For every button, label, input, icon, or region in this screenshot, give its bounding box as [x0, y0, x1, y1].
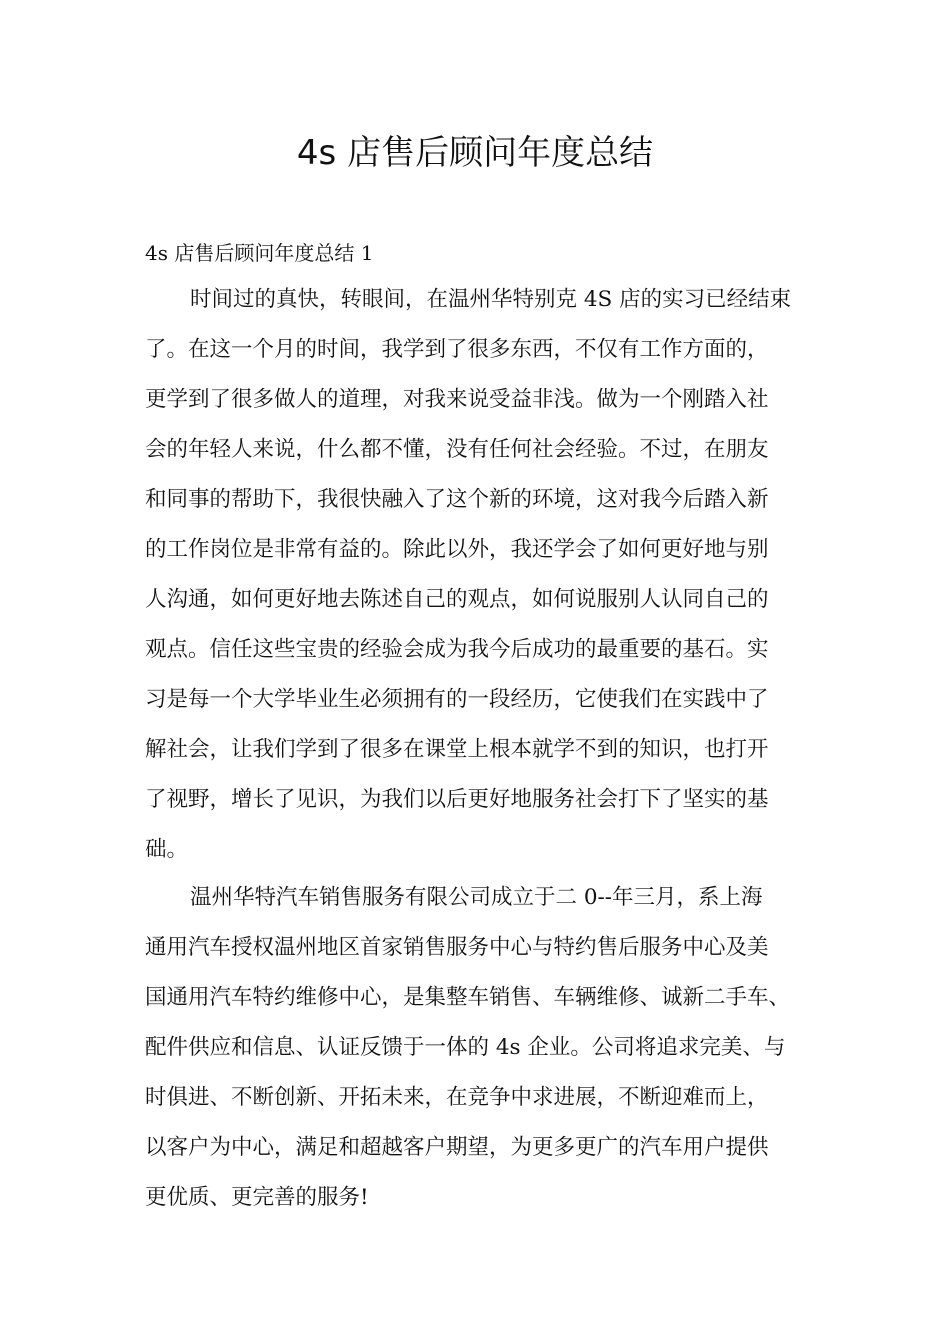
document-title: 4s 店售后顾问年度总结 — [296, 133, 654, 173]
paragraph-line: 配件供应和信息、认证反馈于一体的 4s 企业。公司将追求完美、与 — [145, 1035, 786, 1060]
paragraph-line: 和同事的帮助下，我很快融入了这个新的环境，这对我今后踏入新 — [145, 487, 769, 512]
paragraph-line: 更学到了很多做人的道理，对我来说受益非浅。做为一个刚踏入社 — [145, 387, 769, 412]
paragraph-2 — [145, 873, 810, 1223]
paragraph-line: 础。 — [145, 837, 189, 862]
paragraph-line: 时间过的真快，转眼间，在温州华特别克 4S 店的实习已经结束 — [190, 287, 792, 312]
paragraph-line: 以客户为中心，满足和超越客户期望，为更多更广的汽车用户提供 — [145, 1135, 769, 1160]
paragraph-line: 更优质、更完善的服务! — [145, 1185, 369, 1210]
paragraph-line: 国通用汽车特约维修中心，是集整车销售、车辆维修、诚新二手车、 — [145, 985, 791, 1010]
paragraph-line: 时俱进、不断创新、开拓未来，在竞争中求进展，不断迎难而上， — [145, 1085, 769, 1110]
paragraph-line: 观点。信任这些宝贵的经验会成为我今后成功的最重要的基石。实 — [145, 637, 769, 662]
paragraph-line: 了视野，增长了见识，为我们以后更好地服务社会打下了坚实的基 — [145, 787, 769, 812]
paragraph-line: 解社会，让我们学到了很多在课堂上根本就学不到的知识，也打开 — [145, 737, 769, 762]
paragraph-1 — [145, 275, 810, 875]
paragraph-line: 习是每一个大学毕业生必须拥有的一段经历，它使我们在实践中了 — [145, 687, 769, 712]
section-heading: 4s 店售后顾问年度总结 1 — [145, 241, 374, 265]
paragraph-line: 通用汽车授权温州地区首家销售服务中心与特约售后服务中心及美 — [145, 935, 769, 960]
paragraph-line: 人沟通，如何更好地去陈述自己的观点，如何说服别人认同自己的 — [145, 587, 769, 612]
paragraph-line: 温州华特汽车销售服务有限公司成立于二 0--年三月，系上海 — [190, 885, 763, 910]
paragraph-line: 会的年轻人来说，什么都不懂，没有任何社会经验。不过，在朋友 — [145, 437, 769, 462]
paragraph-line: 了。在这一个月的时间，我学到了很多东西，不仅有工作方面的， — [145, 337, 769, 362]
paragraph-line: 的工作岗位是非常有益的。除此以外，我还学会了如何更好地与别 — [145, 537, 769, 562]
